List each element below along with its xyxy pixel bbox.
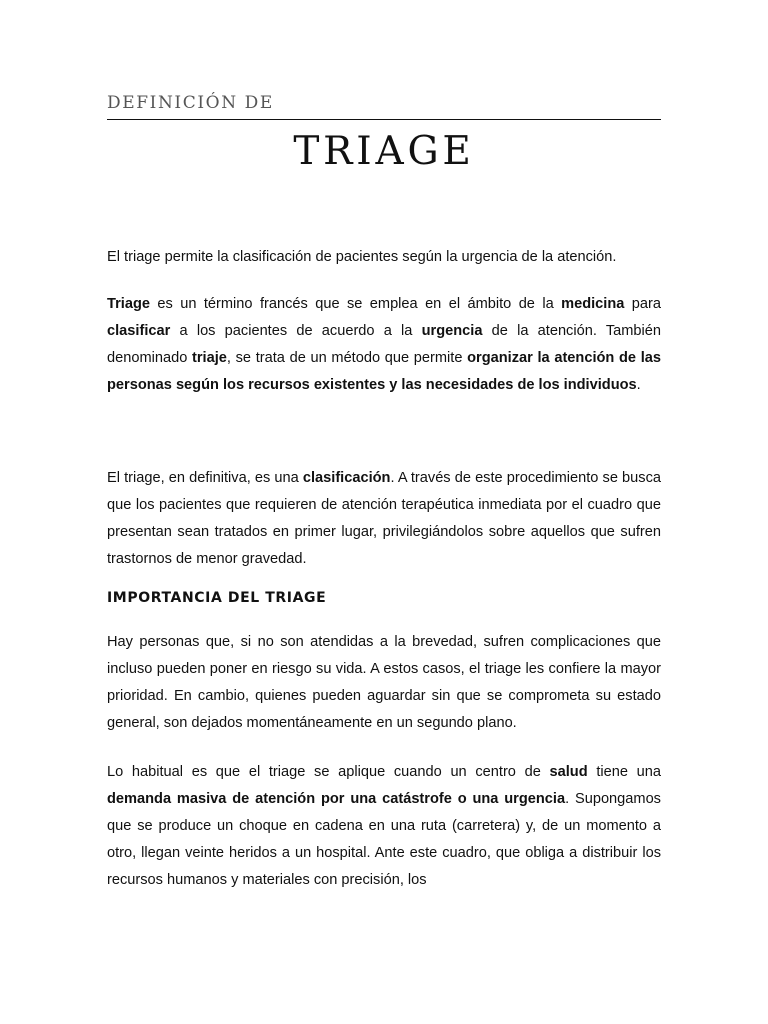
text-run: a los pacientes de acuerdo a la xyxy=(170,323,422,339)
intro-paragraph xyxy=(107,244,661,271)
text-run: , se trata de un método que permite xyxy=(226,350,468,366)
header-divider xyxy=(107,119,661,120)
bold-term-medicina: medicina xyxy=(561,296,625,312)
bold-term-clasificacion: clasificación xyxy=(302,470,391,486)
bold-phrase-demanda: demanda masiva de atención por una catástrofe o una urgencia xyxy=(107,791,566,807)
importance-text: Hay personas que, si no son atendidas a la brevedad, sufren complicaciones que incluso pueden poner en riesgo su vida. A estos casos, el triage les confiere la mayor prioridad. En cambio, quienes pueden aguardar sin que se comprometa su estado general, son dejados momentáneamente en un segundo plano. xyxy=(107,634,661,731)
bold-term-clasificar: clasificar xyxy=(107,323,171,339)
bold-term-triage: Triage xyxy=(107,296,150,312)
text-run: para xyxy=(624,296,661,312)
text-run: . xyxy=(636,377,641,393)
text-run: El triage, en definitiva, es una xyxy=(107,470,303,486)
text-run: Lo habitual es que el triage se aplique cuando un centro de xyxy=(107,764,550,780)
bold-term-salud: salud xyxy=(549,764,588,780)
text-run: tiene una xyxy=(587,764,661,780)
bold-phrase-organizar: organizar la atención de las personas según los recursos existentes y las necesidades de los individuos xyxy=(107,350,662,393)
intro-text: El triage permite la clasificación de pacientes según la urgencia de la atención. xyxy=(107,249,617,265)
bold-term-urgencia: urgencia xyxy=(421,323,483,339)
importance-paragraph xyxy=(107,629,661,737)
text-run: . A través de este procedimiento se busca que los pacientes que requieren de atención terapéutica inmediata por el cuadro que presentan sean tratados en primer lugar, privilegiándolos sobre aquellos que sufren trastornos de menor gravedad. xyxy=(107,470,662,567)
bold-term-triaje: triaje xyxy=(192,350,227,366)
text-run: . Supongamos que se produce un choque en cadena en una ruta (carretera) y, de un momento a otro, llegan veinte heridos a un hospital. Ante este cuadro, que obliga a distribuir los recursos humanos y materiales con precisión, los xyxy=(107,791,661,888)
classification-paragraph xyxy=(107,465,661,573)
text-run: es un término francés que se emplea en el ámbito de la xyxy=(150,296,562,312)
document-kicker: DEFINICIÓN DE xyxy=(107,93,274,113)
text-run: de la atención. También denominado xyxy=(107,323,661,366)
usage-paragraph xyxy=(107,759,661,894)
definition-paragraph xyxy=(107,291,661,399)
section-heading: IMPORTANCIA DEL TRIAGE xyxy=(107,590,327,606)
document-title: TRIAGE xyxy=(293,129,475,174)
